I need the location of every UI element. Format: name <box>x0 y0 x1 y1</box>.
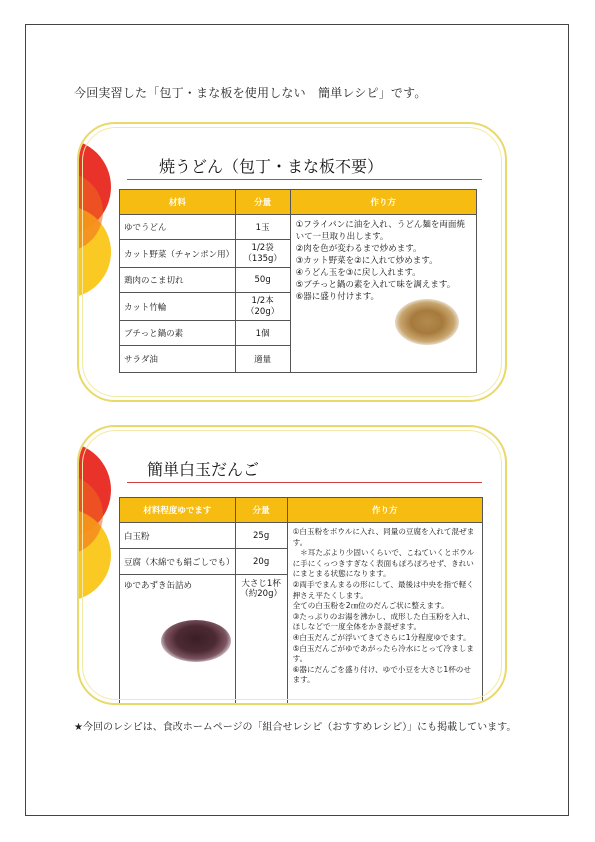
table-header-row <box>120 190 477 215</box>
table-row <box>120 215 477 240</box>
header-steps: 作り方 <box>287 498 482 523</box>
shiratama-photo-icon <box>161 620 231 662</box>
ingredient-amount: 20g <box>235 549 287 575</box>
header-steps: 作り方 <box>290 190 476 215</box>
recipe-steps: ①フライパンに油を入れ、うどん麺を両面焼いて一旦取り出します。 ②肉を色が変わるまで炒めます。 ③カット野菜を②に入れて炒めます。 ④うどん玉を③に戻し入れます。 ⑤ブチっと鍋の素を入れて味を調えます。 ⑥器に盛り付けます。 <box>290 215 476 373</box>
table-row <box>120 523 483 549</box>
footer-note: ★今回のレシピは、食改ホームページの「組合せレシピ（おすすめレシピ）」にも掲載しています。 <box>74 722 517 733</box>
header-amount: 分量 <box>235 190 290 215</box>
ingredient-amount: 1/2袋 （135g） <box>235 240 290 268</box>
ingredient-name: 豆腐（木綿でも絹ごしでも） <box>120 549 236 575</box>
ingredient-name: ブチっと鍋の素 <box>120 321 236 346</box>
recipe-title: 簡単白玉だんご <box>147 460 260 479</box>
yakiudon-photo-icon <box>395 299 459 345</box>
ingredient-name: ゆでうどん <box>120 215 236 240</box>
ingredient-amount: 50g <box>235 268 290 293</box>
ingredient-name: カット野菜（チャンポン用） <box>120 240 236 268</box>
ingredient-amount: 大さじ1杯 （約20g） <box>235 575 287 705</box>
ingredient-name: カット竹輪 <box>120 293 236 321</box>
title-underline <box>127 179 482 180</box>
ingredient-amount: 25g <box>235 523 287 549</box>
intro-text: 今回実習した「包丁・まな板を使用しない 簡単レシピ」です。 <box>74 86 427 100</box>
header-amount: 分量 <box>235 498 287 523</box>
ingredient-name: 白玉粉 <box>120 523 236 549</box>
recipe-title: 焼うどん（包丁・まな板不要） <box>159 157 384 176</box>
decorative-circles-icon <box>77 132 119 322</box>
recipe-card-yakiudon <box>77 122 507 402</box>
ingredient-amount: 1個 <box>235 321 290 346</box>
table-header-row <box>120 498 483 523</box>
recipe-card-shiratama <box>77 425 507 705</box>
decorative-circles-icon <box>77 435 119 625</box>
header-ingredient: 材料 <box>120 190 236 215</box>
title-underline <box>127 482 482 483</box>
ingredient-amount: 適量 <box>235 346 290 373</box>
ingredient-name: サラダ油 <box>120 346 236 373</box>
recipe-table <box>119 497 483 705</box>
header-ingredient: 材料程度ゆでます <box>120 498 236 523</box>
ingredient-name: 鶏肉のこま切れ <box>120 268 236 293</box>
ingredient-amount: 1/2本 （20g） <box>235 293 290 321</box>
recipe-steps: ①白玉粉をボウルに入れ、同量の豆腐を入れて混ぜます。 ＊耳たぶより少固いくらいで、こねていくとボウルに手にくっつきすぎなく表面もぽろぽろせず、きれいにまとまる状態になります。 ②両手でまんまるの形にして、最後は中央を指で軽く押さえ平たくします。 全ての白玉粉を2㎝位のだんご状に整えます。 ③たっぷりのお湯を沸かし、成形した白玉粉を入れ、ほしなどで一度全体をかき混ぜます。 ④白玉だんごが浮いてきてさらに1分程度ゆでます。 ⑤白玉だんごがゆであがったら冷水にとって冷まします。 ⑥器にだんごを盛り付け、ゆで小豆を大さじ1杯のせます。 <box>287 523 482 705</box>
ingredient-amount: 1玉 <box>235 215 290 240</box>
ingredient-name: ゆであずき缶詰め <box>120 575 236 705</box>
recipe-table <box>119 189 477 373</box>
